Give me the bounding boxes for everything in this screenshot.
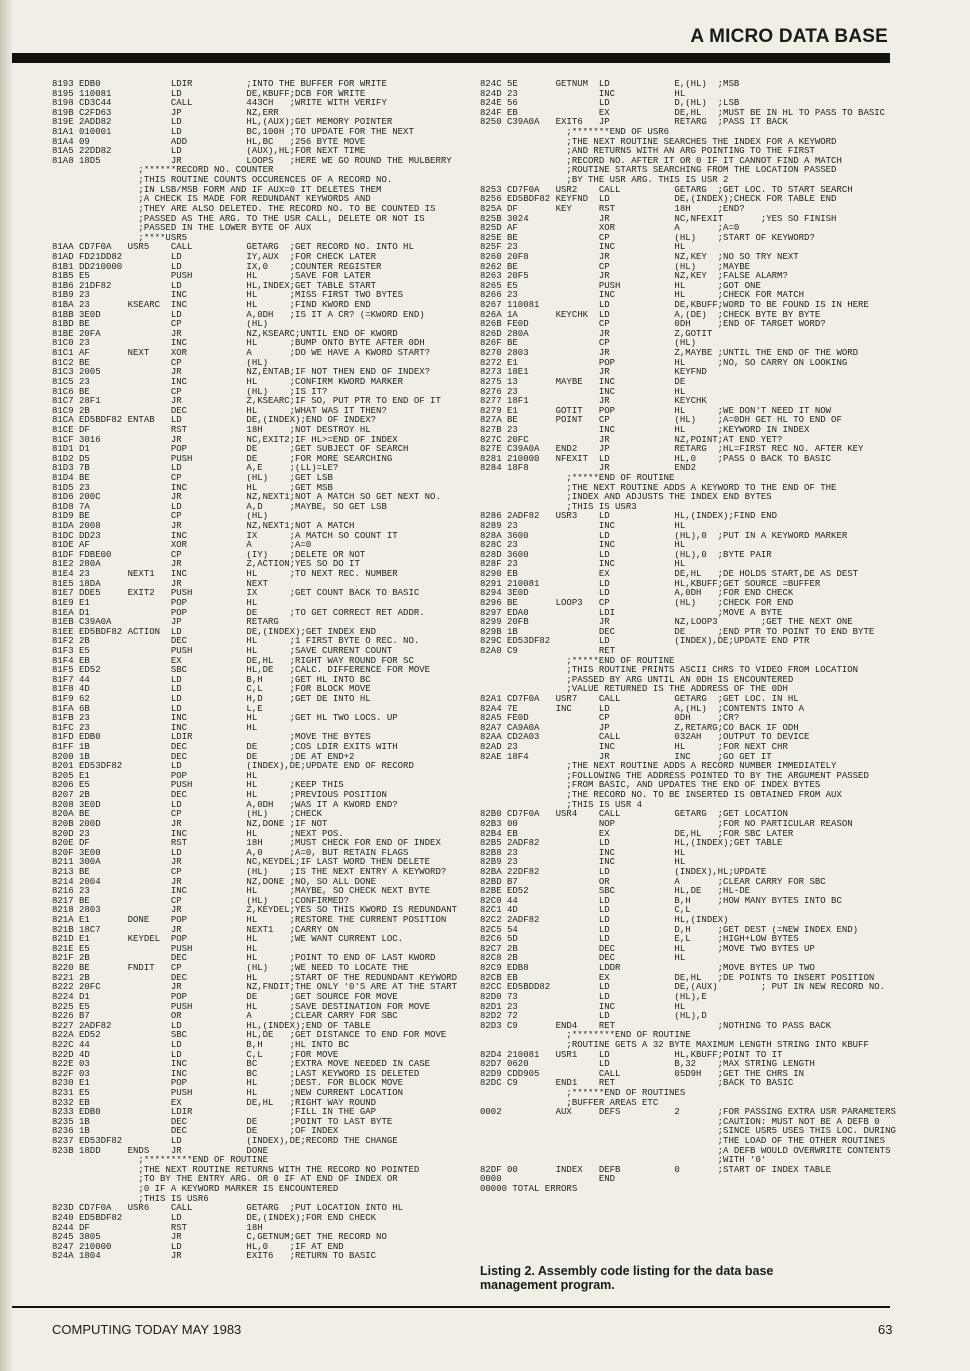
code-line: 8299 20FB JR NZ,LOOP3 ;GET THE NEXT ONE <box>480 618 853 628</box>
code-line: 81B6 21DF82 LD HL,INDEX;GET TABLE START <box>52 281 377 291</box>
code-line: 82B3 00 NOP ;FOR NO PARTICULAR REASON <box>480 819 853 829</box>
code-line: 820F 3E00 LD A,0 ;A=0, BUT RETAIN FLAGS <box>52 848 409 858</box>
code-line: ;CAUTION: MUST NOT BE A DEFB 0 <box>480 1117 880 1127</box>
code-line: 82A1 CD7F0A USR7 CALL GETARG ;GET LOC. IN HL <box>480 695 799 704</box>
code-line: ;PASSED IN THE LOWER BYTE OF AUX <box>52 224 312 234</box>
code-line: ;THE RECORD NO. TO BE INSERTED IS OBTAINED FROM AUX <box>480 791 842 801</box>
code-line: 81FD EDB0 LDIR ;MOVE THE BYTES <box>52 733 371 743</box>
code-line: 81D6 200C JR NZ,NEXT1;NOT A MATCH SO GET NEXT NO. <box>52 493 441 503</box>
code-line: 81EB C39A0A JP RETARG <box>52 618 279 628</box>
code-line: 82B9 23 INC HL <box>480 858 686 868</box>
code-line: 81D5 23 INC HL ;GET MSB <box>52 483 333 493</box>
code-line: ;VALUE RETURNED IS THE ADDRESS OF THE 0DH <box>480 685 788 695</box>
code-line: 823D CD7F0A USR6 CALL GETARG ;PUT LOCATION INTO HL <box>52 1204 404 1214</box>
code-line: 82C5 54 LD D,H ;GET DEST (=NEW INDEX END) <box>480 925 859 935</box>
code-line: 826B FE0D CP 0DH ;END OF TARGET WORD? <box>480 320 826 330</box>
code-line: 81DE AF XOR A ;A=0 <box>52 541 312 551</box>
code-line: 8218 2803 JR Z,KEYDEL;YES SO THIS KWORD IS REDUNDANT <box>52 906 458 916</box>
code-line: ;WITH '0' <box>480 1156 767 1166</box>
code-line: 825D AF XOR A ;A=0 <box>480 224 740 234</box>
code-line: 82C7 2B DEC HL ;MOVE TWO BYTES UP <box>480 944 815 954</box>
code-line: 81CA ED5BDF82 ENTAB LD DE,(INDEX);END OF INDEX? <box>52 416 377 426</box>
code-line: 81A5 22DD82 LD (AUX),HL;FOR NEXT TIME <box>52 147 366 157</box>
code-line: 825E BE CP (HL) ;START OF KEYWORD? <box>480 233 815 243</box>
code-line: 826D 280A JR Z,GOTIT <box>480 329 713 339</box>
code-line: 8198 CD3C44 CALL 443CH ;WRITE WITH VERIFY <box>52 99 387 109</box>
code-line: 8270 2803 JR Z,MAYBE ;UNTIL THE END OF THE WORD <box>480 349 859 359</box>
code-line: 827C 20FC JR NZ,POINT;AT END YET? <box>480 435 783 445</box>
code-line: ;PASSED AS THE ARG. TO THE USR CALL, DELETE OR NOT IS <box>52 214 425 224</box>
code-line: 82C0 44 LD B,H ;HOW MANY BYTES INTO BC <box>480 896 842 906</box>
code-line: 81C6 BE CP (HL) ;IS IT? <box>52 387 328 397</box>
code-line: ;ROUTINE STARTS SEARCHING FROM THE LOCATION PASSED <box>480 166 837 176</box>
code-line: 81EA D1 POP DE ;TO GET CORRECT RET ADDR. <box>52 608 425 618</box>
code-line: 81B5 E5 PUSH HL ;SAVE FOR LATER <box>52 272 371 282</box>
code-line: 82C1 4D LD C,L <box>480 906 691 916</box>
code-line: 82B4 EB EX DE,HL ;FOR SBC LATER <box>480 829 794 839</box>
code-line: 8267 110081 LD DE,KBUFF;WORD TO BE FOUND IS IN HERE <box>480 301 869 311</box>
code-line: ;******END OF ROUTINES <box>480 1088 686 1098</box>
code-line: 82A7 CA9A0A JP Z,RETARG;CO BACK IF ODH <box>480 723 799 733</box>
code-line: 8213 BE CP (HL) ;IS THE NEXT ENTRY A KEYWORD? <box>52 867 447 877</box>
code-line: 81F5 ED52 SBC HL,DE ;CALC. DIFFERENCE FOR MOVE <box>52 666 431 676</box>
code-line: 82A0 C9 RET <box>480 646 616 656</box>
code-line: ;TO BY THE ENTRY ARG. OR 0 IF AT END OF INDEX OR <box>52 1175 398 1185</box>
code-line: 81FC 23 INC HL <box>52 723 258 733</box>
code-line: 82AA CD2A03 CALL 032AH ;OUTPUT TO DEVICE <box>480 733 810 743</box>
footer-magazine-issue: COMPUTING TODAY MAY 1983 <box>52 1322 242 1337</box>
code-line: 81D1 D1 POP DE ;GET SUBJECT OF SEARCH <box>52 445 409 455</box>
code-line: 8227 2ADF82 LD HL,(INDEX);END OF TABLE <box>52 1021 371 1031</box>
code-line: 8263 20F5 JR NZ,KEY ;FALSE ALARM? <box>480 272 788 282</box>
code-line: ;*****END OF ROUTINE <box>480 656 675 666</box>
code-line: ;THE NEXT ROUTINE RETURNS WITH THE RECORD NO POINTED <box>52 1165 420 1175</box>
code-line: 81BD BE CP (HL) <box>52 320 269 330</box>
code-line: 8222 20FC JR NZ,FNDIT;THE ONLY '0'S ARE AT THE START <box>52 983 458 993</box>
code-line: 828F 23 INC HL <box>480 560 686 570</box>
code-line: 820E DF RST 18H ;MUST CHECK FOR END OF INDEX <box>52 839 441 849</box>
code-line: 82D9 CDD905 CALL 05D9H ;GET THE CHRS IN <box>480 1069 805 1079</box>
code-line: 82B5 2ADF82 LD HL,(INDEX);GET TABLE <box>480 839 783 849</box>
code-line: 8273 18E1 JR KEYFND <box>480 368 707 378</box>
footer-rule <box>12 1306 890 1308</box>
code-line: 828A 3600 LD (HL),0 ;PUT IN A KEYWORD MARKER <box>480 531 848 541</box>
code-line: ;THIS ROUTINE COUNTS OCCURENCES OF A RECORD NO. <box>52 176 393 186</box>
code-line: 81BE 20FA JR NZ,KSEARC;UNTIL END OF KWORD <box>52 329 398 339</box>
code-line: 82B8 23 INC HL <box>480 848 686 858</box>
code-line: 81D9 BE CP (HL) <box>52 512 269 522</box>
code-line: 81D8 7A LD A,D ;MAYBE, SO GET LSB <box>52 502 387 512</box>
code-line: 82D1 23 INC HL <box>480 1002 686 1012</box>
code-line: 8244 DF RST 18H <box>52 1223 263 1233</box>
code-line: 81FA 6B LD L,E <box>52 704 263 714</box>
code-line: 8297 EDA0 LDI ;MOVE A BYTE <box>480 608 783 618</box>
code-line: 823B 18DD ENDS JR DONE <box>52 1146 269 1156</box>
code-line: 8201 ED53DF82 LD (INDEX),DE;UPDATE END OF RECORD <box>52 762 414 772</box>
code-line: 8233 EDB0 LDIR ;FILL IN THE GAP <box>52 1108 377 1118</box>
code-line: 827B 23 INC HL ;KEYWORD IN INDEX <box>480 425 810 435</box>
code-line: 81CF 3016 JR NC,EXIT2;IF HL>=END OF INDEX <box>52 435 398 445</box>
code-line: ;ROUTINE GETS A 32 BYTE MAXIMUM LENGTH STRING INTO KBUFF <box>480 1040 869 1050</box>
code-line: ;****USR5 <box>52 233 188 243</box>
code-line: ;********END OF ROUTINE <box>480 1031 691 1041</box>
code-line: ;*******END OF USR6 <box>480 128 670 138</box>
code-line: 8250 C39A0A EXIT6 JP RETARG ;PASS IT BACK <box>480 118 788 128</box>
code-line: 81F4 EB EX DE,HL ;RIGHT WAY ROUND FOR SC <box>52 656 414 666</box>
code-line: 81AD FD21DD82 LD IY,AUX ;FOR CHECK LATER <box>52 252 377 262</box>
code-line: 00000 TOTAL ERRORS <box>480 1185 578 1195</box>
code-line: 82A4 7E INC LD A,(HL) ;CONTENTS INTO A <box>480 704 805 714</box>
code-line: 8277 18F1 JR KEYCHK <box>480 397 707 407</box>
code-line: ;THEY ARE ALSO DELETED. THE RECORD NO. TO BE COUNTED IS <box>52 204 436 214</box>
code-line: 81FB 23 INC HL ;GET HL TWO LOCS. UP <box>52 714 398 724</box>
code-line: 81F8 4D LD C,L ;FOR BLOCK MOVE <box>52 685 371 695</box>
page-binding-edge <box>0 0 12 1371</box>
code-line: 81A8 18D5 JR LOOPS ;HERE WE GO ROUND THE MULBERRY <box>52 156 452 166</box>
code-line: 828C 23 INC HL <box>480 541 686 551</box>
code-line: 822C 44 LD B,H ;HL INTO BC <box>52 1040 350 1050</box>
code-line: 8193 EDB0 LDIR ;INTO THE BUFFER FOR WRITE <box>52 80 387 89</box>
code-line: 82B0 CD7F0A USR4 CALL GETARG ;GET LOCATION <box>480 810 788 820</box>
code-line: 82C6 5D LD E,L ;HIGH+LOW BYTES <box>480 935 799 945</box>
code-line: 820A BE CP (HL) ;CHECK <box>52 810 323 820</box>
code-line: 81D3 7B LD A,E ;(LL)=LE? <box>52 464 339 474</box>
code-line: 81F7 44 LD B,H ;GET HL INTO BC <box>52 675 371 685</box>
code-line: 81C2 BE CP (HL) <box>52 358 269 368</box>
code-line: 81D4 BE CP (HL) ;GET LSB <box>52 473 333 483</box>
footer-page-number: 63 <box>878 1322 893 1337</box>
code-line: 8291 210081 LD HL,KBUFF;GET SOURCE =BUFFER <box>480 579 821 589</box>
code-line: 821A E1 DONE POP HL ;RESTORE THE CURRENT POSITION <box>52 916 447 926</box>
code-line: 821F 2B DEC HL ;POINT TO END OF LAST KWORD <box>52 954 436 964</box>
code-line: 82AD 23 INC HL ;FOR NEXT CHR <box>480 743 788 753</box>
code-line: ;THE NEXT ROUTINE ADDS A RECORD NUMBER IMMEDIATELY <box>480 762 837 772</box>
code-line: 824F EB EX DE,HL ;MUST BE IN HL TO PASS TO BASIC <box>480 108 886 118</box>
code-line: ;THIS IS USR 4 <box>480 800 643 810</box>
code-line: ;A DEFB WOULD OVERWRITE CONTENTS <box>480 1146 891 1156</box>
code-line: 82D7 0620 LD B,32 ;MAX STRING LENGTH <box>480 1060 815 1070</box>
code-line: 81C3 2005 JR NZ,ENTAB;IF NOT THEN END OF INDEX? <box>52 368 431 378</box>
code-line: 81C0 23 INC HL ;BUMP ONTO BYTE AFTER 0DH <box>52 339 425 349</box>
code-line: 0000 END <box>480 1175 616 1185</box>
code-line: 8272 E1 POP HL ;NO, SO CARRY ON LOOKING <box>480 358 848 368</box>
code-line: 81E9 E1 POP HL <box>52 598 258 608</box>
code-line: 8247 210000 LD HL,0 ;IF AT END <box>52 1242 344 1252</box>
code-line: 82C2 2ADF82 LD HL,(INDEX) <box>480 916 729 926</box>
code-line: 827A BE POINT CP (HL) ;A=0DH GET HL TO END OF <box>480 416 842 426</box>
code-line: 8208 3E0D LD A,0DH ;WAS IT A KWORD END? <box>52 800 398 810</box>
code-line: 819B C2FD63 JP NZ,ERR <box>52 108 279 118</box>
code-line: 82DF 00 INDEX DEFB 0 ;START OF INDEX TABLE <box>480 1165 832 1175</box>
code-line: 8290 EB EX DE,HL ;DE HOLDS START,DE AS DEST <box>480 570 859 580</box>
code-line: 8226 B7 OR A ;CLEAR CARRY FOR SBC <box>52 1012 398 1022</box>
code-line: 825A DF KEY RST 18H ;END? <box>480 204 745 214</box>
code-line: 829B 1B DEC DE ;END PTR TO POINT TO END BYTE <box>480 627 875 637</box>
code-line: 81B1 DD210000 LD IX,0 ;COUNTER REGISTER <box>52 262 382 272</box>
code-line: ;IN LSB/MSB FORM AND IF AUX=0 IT DELETES THEM <box>52 185 382 195</box>
code-line: 81AA CD7F0A USR5 CALL GETARG ;GET RECORD NO. INTO HL <box>52 243 414 253</box>
code-line: 8284 18F8 JR END2 <box>480 464 697 474</box>
code-line: 8294 3E0D LD A,0DH ;FOR END CHECK <box>480 589 794 599</box>
code-line: 81EE ED5BDF82 ACTION LD DE,(INDEX);GET INDEX END <box>52 627 377 637</box>
code-line: ;BY THE USR ARG. THIS IS USR 2 <box>480 176 729 186</box>
code-line: 8216 23 INC HL ;MAYBE, SO CHECK NEXT BYTE <box>52 887 431 897</box>
code-line: ;THIS ROUTINE PRINTS ASCII CHRS TO VIDEO FROM LOCATION <box>480 666 859 676</box>
code-line: 82D0 73 LD (HL),E <box>480 992 707 1002</box>
code-line: ;SINCE USR5 USES THIS LOC. DURING <box>480 1127 896 1137</box>
code-line: ;INDEX AND ADJUSTS THE INDEX END BYTES <box>480 493 772 503</box>
code-line: 8236 1B DEC DE ;OF INDEX <box>52 1127 339 1137</box>
code-line: 8206 E5 PUSH HL ;KEEP THIS <box>52 781 344 791</box>
code-line: ;RECORD NO. AFTER IT OR 0 IF IT CANNOT FIND A MATCH <box>480 156 842 166</box>
code-line: 82A5 FE0D CP 0DH ;CR? <box>480 714 740 724</box>
code-line: 826A 1A KEYCHK LD A,(DE) ;CHECK BYTE BY BYTE <box>480 310 821 320</box>
code-line: ;THE NEXT ROUTINE ADDS A KEYWORD TO THE END OF THE <box>480 483 837 493</box>
code-line: 81B9 23 INC HL ;MISS FIRST TWO BYTES <box>52 291 404 301</box>
code-line: 81D2 D5 PUSH DE ;FOR MORE SEARCHING <box>52 454 393 464</box>
code-line: 81E2 280A JR Z,ACTION;YES SO DO IT <box>52 560 360 570</box>
code-line: 829C ED53DF82 LD (INDEX),DE;UPDATE END PTR <box>480 637 810 647</box>
code-line: 8237 ED53DF82 LD (INDEX),DE;RECORD THE CHANGE <box>52 1137 398 1147</box>
code-line: 824C 5E GETNUM LD E,(HL) ;MSB <box>480 80 740 89</box>
code-line: 8232 EB EX DE,HL ;RIGHT WAY ROUND <box>52 1098 377 1108</box>
code-line: ;0 IF A KEYWORD MARKER IS ENCOUNTERED <box>52 1185 339 1195</box>
code-line: 821D E1 KEYDEL POP HL ;WE WANT CURRENT LOC. <box>52 935 404 945</box>
code-line: 826F BE CP (HL) <box>480 339 697 349</box>
code-line: 8211 300A JR NC,KEYDEL;IF LAST WORD THEN DELETE <box>52 858 431 868</box>
code-line: 81C7 28F1 JR Z,KSEARC;IF SO, PUT PTR TO END OF IT <box>52 397 441 407</box>
code-line: ;THIS IS USR3 <box>480 502 637 512</box>
code-line: 8289 23 INC HL <box>480 522 686 532</box>
code-line: 825F 23 INC HL <box>480 243 686 253</box>
code-line: 82BA 22DF82 LD (INDEX),HL;UPDATE <box>480 867 767 877</box>
code-line: ;BUFFER AREAS ETC <box>480 1098 659 1108</box>
code-line: 81DC DD23 INC IX ;A MATCH SO COUNT IT <box>52 531 398 541</box>
code-line: ;******RECORD NO. COUNTER <box>52 166 274 176</box>
code-line: 8253 CD7F0A USR2 CALL GETARG ;GET LOC. TO START SEARCH <box>480 185 853 195</box>
listing-caption: Listing 2. Assembly code listing for the data base management program. <box>480 1264 774 1292</box>
code-line: 8281 210000 NFEXIT LD HL,0 ;PASS O BACK TO BASIC <box>480 454 832 464</box>
code-line: 828D 3600 LD (HL),0 ;BYTE PAIR <box>480 550 772 560</box>
code-line: 8256 ED5BDF82 KEYFND LD DE,(INDEX);CHECK FOR TABLE END <box>480 195 837 205</box>
code-line: ;A CHECK IS MADE FOR REDUNDANT KEYWORDS AND <box>52 195 371 205</box>
code-line: 82BE ED52 SBC HL,DE ;HL-DE <box>480 887 751 897</box>
code-line: 8279 E1 GOTIT POP HL ;WE DON'T NEED IT NOW <box>480 406 832 416</box>
code-line: 822A ED52 SBC HL,DE ;GET DISTANCE TO END FOR MOVE <box>52 1031 447 1041</box>
code-line: 825B 3024 JR NC,NFEXIT ;YES SO FINISH <box>480 214 837 224</box>
code-line: ;THE NEXT ROUTINE SEARCHES THE INDEX FOR A KEYWORD <box>480 137 837 147</box>
code-line: 8262 BE CP (HL) ;MAYBE <box>480 262 751 272</box>
code-line: 81F9 62 LD H,D ;GET DE INTO HL <box>52 695 371 704</box>
code-line: 8296 BE LOOP3 CP (HL) ;CHECK FOR END <box>480 598 794 608</box>
code-line: 81C1 AF NEXT XOR A ;DO WE HAVE A KWORD START? <box>52 349 431 359</box>
code-line: 81F3 E5 PUSH HL ;SAVE CURRENT COUNT <box>52 646 393 656</box>
code-line: 81DA 2008 JR NZ,NEXT1;NOT A MATCH <box>52 522 355 532</box>
code-line: ;FOLLOWING THE ADDRESS POINTED TO BY THE ARGUMENT PASSED <box>480 771 869 781</box>
code-line: ;AND RETURNS WITH AN ARG POINTING TO THE FIRST <box>480 147 815 157</box>
code-line: 8230 E1 POP HL ;DEST. FOR BLOCK MOVE <box>52 1079 404 1089</box>
code-line: 8220 BE FNDIT CP (HL) ;WE NEED TO LOCATE THE <box>52 964 409 974</box>
code-line: 81BB 3E0D LD A,0DH ;IS IT A CR? (=KWORD END) <box>52 310 425 320</box>
page-header-title: A MICRO DATA BASE <box>690 26 888 47</box>
code-line: 820B 200D JR NZ,DONE ;IF NOT <box>52 819 328 829</box>
header-rule <box>12 53 890 63</box>
code-line: 8225 E5 PUSH HL ;SAVE DESTINATION FOR MOVE <box>52 1002 431 1012</box>
code-line: 81FF 1B DEC DE ;COS LDIR EXITS WITH <box>52 743 398 753</box>
code-line: 82C9 EDB8 LDDR ;MOVE BYTES UP TWO <box>480 964 815 974</box>
code-line: 820D 23 INC HL ;NEXT POS. <box>52 829 344 839</box>
code-line: 8224 D1 POP DE ;GET SOURCE FOR MOVE <box>52 992 398 1002</box>
code-line: 8266 23 INC HL ;CHECK FOR MATCH <box>480 291 805 301</box>
code-line: 81DF FDBE00 CP (IY) ;DELETE OR NOT <box>52 550 366 560</box>
code-line: 8205 E1 POP HL <box>52 771 258 781</box>
code-line: 8231 E5 PUSH HL ;NEW CURRENT LOCATION <box>52 1088 404 1098</box>
code-line: 8200 1B DEC DE ;DE AT END+2 <box>52 752 355 762</box>
code-line: 8207 2B DEC HL ;PREVIOUS POSITION <box>52 791 387 801</box>
code-line: 822D 4D LD C,L ;FOR MOVE <box>52 1050 339 1060</box>
code-line: 821B 18C7 JR NEXT1 ;CARRY ON <box>52 925 339 935</box>
code-line: 82DC C9 END1 RET ;BACK TO BASIC <box>480 1079 794 1089</box>
code-line: 0002 AUX DEFS 2 ;FOR PASSING EXTRA USR PARAMETERS <box>480 1108 896 1118</box>
code-line: ;THE LOAD OF THE OTHER ROUTINES <box>480 1137 886 1147</box>
code-line: 8276 23 INC HL <box>480 387 686 397</box>
code-line: 82BD B7 OR A ;CLEAR CARRY FOR SBC <box>480 877 826 887</box>
code-line: 824E 56 LD D,(HL) ;LSB <box>480 99 740 109</box>
code-line: 8217 BE CP (HL) ;CONFIRMED? <box>52 896 350 906</box>
code-listing-left-column <box>52 80 470 1262</box>
code-line: 81E5 18DA JR NEXT <box>52 579 269 589</box>
code-line: 824D 23 INC HL <box>480 89 686 99</box>
code-line: 8214 2004 JR NZ,DONE ;NO, SO ALL DONE <box>52 877 377 887</box>
code-line: 81CE DF RST 18H ;NOT DESTROY HL <box>52 425 371 435</box>
code-line: 81BA 23 KSEARC INC HL ;FIND KWORD END <box>52 301 371 311</box>
code-line: ;*****END OF ROUTINE <box>480 473 675 483</box>
code-line: 8240 ED5BDF82 LD DE,(INDEX);FOR END CHECK <box>52 1213 377 1223</box>
code-line: ;*********END OF ROUTINE <box>52 1156 269 1166</box>
code-line: 81A1 010001 LD BC,100H ;TO UPDATE FOR THE NEXT <box>52 128 414 138</box>
code-line: 82C8 2B DEC HL <box>480 954 686 964</box>
code-line: 82D3 C9 END4 RET ;NOTHING TO PASS BACK <box>480 1021 832 1031</box>
code-line: 822E 03 INC BC ;EXTRA MOVE NEEDED IN CASE <box>52 1060 431 1070</box>
code-line: 8245 3805 JR C,GETNUM;GET THE RECORD NO <box>52 1233 387 1243</box>
code-line: 8195 110081 LD DE,KBUFF;DCB FOR WRITE <box>52 89 366 99</box>
code-line: 82CB EB EX DE,HL ;DE POINTS TO INSERT POSITION <box>480 973 875 983</box>
code-line: 8265 E5 PUSH HL ;GOT ONE <box>480 281 761 291</box>
code-line: 82CC ED5BDD82 LD DE,(AUX) ; PUT IN NEW RECORD NO. <box>480 983 886 993</box>
code-line: 821E E5 PUSH HL <box>52 944 258 954</box>
code-line: 81F2 2B DEC HL ;1 FIRST BYTE O REC. NO. <box>52 637 420 647</box>
code-line: 81C5 23 INC HL ;CONFIRM KWORD MARKER <box>52 377 404 387</box>
code-line: 82D2 72 LD (HL),D <box>480 1012 707 1022</box>
code-line: 81E7 DDE5 EXIT2 PUSH IX ;GET COUNT BACK TO BASIC <box>52 589 420 599</box>
code-line: 81E4 23 NEXT1 INC HL ;TO NEXT REC. NUMBER <box>52 570 398 580</box>
code-line: 827E C39A0A END2 JP RETARG ;HL=FIRST REC NO. AFTER KEY <box>480 445 864 455</box>
code-line: 8260 20F8 JR NZ,KEY ;NO SO TRY NEXT <box>480 252 799 262</box>
code-line: ;PASSED BY ARG UNTIL AN 0DH IS ENCOUNTERED <box>480 675 794 685</box>
code-line: 8275 13 MAYBE INC DE <box>480 377 686 387</box>
code-line: ;FROM BASIC, AND UPDATES THE END OF INDEX BYTES <box>480 781 821 791</box>
code-line: 82D4 210081 USR1 LD HL,KBUFF;POINT TO IT <box>480 1050 783 1060</box>
code-line: 8235 1B DEC DE ;POINT TO LAST BYTE <box>52 1117 393 1127</box>
code-line: 8221 2B DEC HL ;START OF THE REDUNDANT KEYWORD <box>52 973 458 983</box>
code-line: 819E 2ADD82 LD HL,(AUX);GET MEMORY POINTER <box>52 118 393 128</box>
code-line: 824A 1804 JR EXIT6 ;RETURN TO BASIC <box>52 1252 377 1262</box>
code-line: 822F 03 INC BC ;LAST KEYWORD IS DELETED <box>52 1069 420 1079</box>
code-line: 81C9 2B DEC HL ;WHAT WAS IT THEN? <box>52 406 387 416</box>
code-listing-right-column <box>480 80 910 1195</box>
code-line: 82AE 18F4 JR INC ;GO GET IT <box>480 752 772 762</box>
code-line: ;THIS IS USR6 <box>52 1194 209 1204</box>
code-line: 81A4 09 ADD HL,BC ;256 BYTE MOVE <box>52 137 366 147</box>
code-line: 8286 2ADF82 USR3 LD HL,(INDEX);FIND END <box>480 512 778 522</box>
